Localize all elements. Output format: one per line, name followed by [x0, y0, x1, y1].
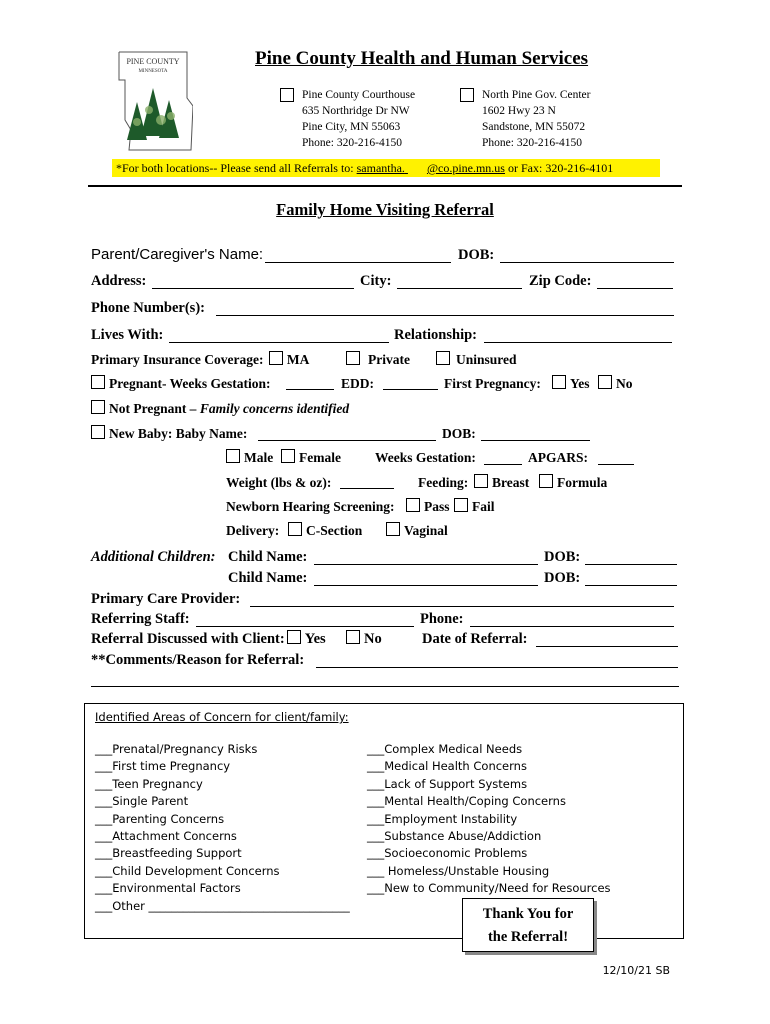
first-pregnancy-label: First Pregnancy: — [444, 376, 541, 391]
phone-numbers-field[interactable] — [216, 315, 674, 316]
thank-you-line-2: the Referral! — [487, 929, 569, 945]
concerns-right-list — [367, 741, 611, 898]
first-pregnancy-no-label: No — [616, 376, 633, 391]
location-city: Pine City, MN 55063 — [302, 121, 401, 133]
header-divider — [88, 185, 682, 187]
concern-item[interactable]: ___Substance Abuse/Addiction — [367, 829, 542, 844]
referral-notice: *For both locations-- Please send all Referrals to: samantha. @co.pine.mn.us or Fax: 320-216-4101 — [112, 159, 660, 177]
pregnant-label: Pregnant- Weeks Gestation: — [109, 376, 271, 391]
discussed-yes-label: Yes — [304, 631, 326, 647]
location-city: Sandstone, MN 55072 — [482, 121, 586, 133]
dob-label: DOB: — [458, 247, 495, 263]
concern-item[interactable]: ___New to Community/Need for Resources — [367, 881, 611, 896]
svg-text:MINNESOTA: MINNESOTA — [138, 69, 168, 74]
not-pregnant-checkbox[interactable] — [91, 400, 105, 414]
concern-item[interactable]: ___Teen Pregnancy — [95, 776, 203, 791]
staff-phone-label: Phone: — [420, 611, 464, 627]
insurance-label: Primary Insurance Coverage: — [91, 352, 264, 367]
discussed-yes-checkbox[interactable] — [287, 630, 301, 644]
formula-label: Formula — [557, 475, 608, 490]
location-north-pine-checkbox[interactable] — [460, 88, 474, 102]
male-label: Male — [244, 450, 274, 465]
edd-field[interactable] — [383, 389, 438, 390]
parent-name-field[interactable] — [265, 262, 451, 263]
referring-staff-field[interactable] — [196, 626, 414, 627]
lives-with-field[interactable] — [169, 342, 389, 343]
insurance-private-label: Private — [368, 352, 410, 367]
not-pregnant-label: Not Pregnant — [109, 401, 187, 416]
baby-weeks-gestation-field[interactable] — [484, 464, 522, 465]
form-title: Family Home Visiting Referral — [276, 200, 494, 219]
apgars-field[interactable] — [598, 464, 634, 465]
lives-with-label: Lives With: — [91, 327, 164, 343]
thank-you-line-1: Thank You for — [482, 906, 574, 922]
concern-item[interactable]: ___Prenatal/Pregnancy Risks — [95, 742, 258, 756]
hearing-fail-checkbox[interactable] — [454, 498, 468, 512]
svg-text:PINE COUNTY: PINE COUNTY — [126, 57, 180, 66]
comments-field-1[interactable] — [316, 667, 678, 668]
concern-item[interactable]: ___Socioeconomic Problems — [367, 846, 528, 861]
comments-field-2[interactable] — [91, 686, 679, 687]
pregnant-checkbox[interactable] — [91, 375, 105, 389]
concern-item[interactable]: ___Parenting Concerns — [95, 811, 225, 826]
female-checkbox[interactable] — [281, 449, 295, 463]
thank-you-box — [462, 898, 594, 952]
not-pregnant-row — [91, 400, 349, 418]
breast-checkbox[interactable] — [474, 474, 488, 488]
location-street: 1602 Hwy 23 N — [482, 105, 556, 117]
concern-item[interactable]: ___Lack of Support Systems — [367, 776, 528, 791]
new-baby-checkbox[interactable] — [91, 425, 105, 439]
hearing-pass-label: Pass — [424, 499, 450, 514]
insurance-ma-label: MA — [286, 352, 310, 367]
baby-name-field[interactable] — [258, 440, 436, 441]
city-field[interactable] — [397, 288, 522, 289]
concern-item[interactable]: ___Complex Medical Needs — [367, 742, 523, 756]
insurance-private-checkbox[interactable] — [346, 351, 360, 365]
pregnant-row — [91, 375, 271, 393]
edd-label: EDD: — [341, 376, 374, 391]
weight-field[interactable] — [340, 488, 394, 489]
weight-label: Weight (lbs & oz): — [226, 475, 332, 490]
insurance-uninsured-label: Uninsured — [456, 352, 517, 367]
child-dob-field-1[interactable] — [585, 564, 677, 565]
first-pregnancy-yes-label: Yes — [570, 376, 590, 391]
formula-checkbox[interactable] — [539, 474, 553, 488]
concerns-left-list — [95, 741, 350, 915]
zip-field[interactable] — [597, 288, 673, 289]
date-of-referral-label: Date of Referral: — [422, 631, 528, 647]
female-label: Female — [299, 450, 341, 465]
concern-item[interactable]: ___Employment Instability — [367, 811, 518, 826]
discussed-row — [91, 630, 326, 648]
parent-name-label: Parent/Caregiver's Name: — [91, 246, 264, 263]
discussed-label: Referral Discussed with Client: — [91, 631, 285, 647]
child-name-label-1: Child Name: — [228, 549, 308, 565]
agency-title: Pine County Health and Human Services — [255, 48, 589, 69]
additional-children-label: Additional Children: — [91, 549, 216, 565]
baby-dob-label: DOB: — [442, 426, 476, 441]
feeding-label: Feeding: — [418, 475, 469, 490]
weeks-gestation-field[interactable] — [286, 389, 334, 390]
pine-county-logo — [115, 50, 193, 152]
discussed-no-label: No — [364, 631, 382, 647]
vaginal-checkbox[interactable] — [386, 522, 400, 536]
child-name-field-2[interactable] — [314, 585, 538, 586]
city-label: City: — [360, 273, 392, 289]
baby-dob-field[interactable] — [481, 440, 590, 441]
location-courthouse-checkbox[interactable] — [280, 88, 294, 102]
concern-item[interactable]: ___Single Parent — [95, 794, 189, 809]
child-dob-field-2[interactable] — [585, 585, 677, 586]
phone-numbers-label: Phone Number(s): — [91, 300, 205, 316]
location-phone: Phone: 320-216-4150 — [482, 137, 582, 149]
primary-care-label: Primary Care Provider: — [91, 591, 241, 607]
child-dob-label-1: DOB: — [544, 549, 581, 565]
email-user[interactable]: samantha. — [356, 161, 405, 175]
location-courthouse — [280, 87, 415, 151]
revision-code: 12/10/21 SB — [602, 964, 670, 977]
zip-label: Zip Code: — [529, 273, 592, 289]
hearing-fail-label: Fail — [472, 499, 495, 514]
location-name: North Pine Gov. Center — [482, 89, 591, 101]
relationship-label: Relationship: — [394, 327, 477, 343]
concern-item[interactable]: ___Mental Health/Coping Concerns — [367, 794, 566, 809]
location-name: Pine County Courthouse — [302, 89, 416, 101]
concern-item[interactable]: ___Other ___________________________________ — [95, 898, 350, 913]
address-label: Address: — [91, 273, 147, 289]
concern-item[interactable]: ___Environmental Factors — [95, 881, 241, 896]
insurance-uninsured-checkbox[interactable] — [436, 351, 450, 365]
relationship-field[interactable] — [484, 342, 672, 343]
c-section-checkbox[interactable] — [288, 522, 302, 536]
concerns-heading: Identified Areas of Concern for client/family: — [95, 710, 349, 724]
concern-item[interactable]: ___Breastfeeding Support — [95, 846, 242, 861]
first-pregnancy-yes-checkbox[interactable] — [552, 375, 566, 389]
address-field[interactable] — [152, 288, 354, 289]
hearing-label: Newborn Hearing Screening: — [226, 499, 395, 514]
first-pregnancy-no-checkbox[interactable] — [598, 375, 612, 389]
referring-staff-label: Referring Staff: — [91, 611, 190, 627]
email-domain[interactable]: @co.pine.mn.us — [426, 161, 505, 175]
delivery-label: Delivery: — [226, 523, 280, 538]
hearing-pass-checkbox[interactable] — [406, 498, 420, 512]
location-street: 635 Northridge Dr NW — [302, 105, 410, 117]
date-of-referral-field[interactable] — [536, 646, 678, 647]
staff-phone-field[interactable] — [470, 626, 674, 627]
new-baby-row — [91, 425, 247, 443]
concern-item[interactable]: ___Child Development Concerns — [95, 863, 280, 878]
child-name-field-1[interactable] — [314, 564, 538, 565]
concern-item[interactable]: ___Attachment Concerns — [95, 829, 237, 844]
child-dob-label-2: DOB: — [544, 570, 581, 586]
new-baby-label: New Baby: Baby Name: — [109, 426, 248, 441]
not-pregnant-note: – Family concerns identified — [186, 401, 350, 416]
vaginal-label: Vaginal — [404, 523, 448, 538]
concern-item[interactable]: ___ Homeless/Unstable Housing — [367, 863, 550, 878]
apgars-label: APGARS: — [528, 450, 588, 465]
child-name-label-2: Child Name: — [228, 570, 308, 586]
primary-care-field[interactable] — [250, 606, 674, 607]
c-section-label: C-Section — [306, 523, 363, 538]
insurance-ma-checkbox[interactable] — [269, 351, 283, 365]
dob-field[interactable] — [500, 262, 674, 263]
breast-label: Breast — [492, 475, 530, 490]
insurance-row — [91, 351, 309, 369]
location-north-pine — [460, 87, 591, 151]
weeks-gestation-label: Weeks Gestation: — [375, 450, 476, 465]
concern-item[interactable]: ___First time Pregnancy — [95, 759, 231, 774]
concern-item[interactable]: ___Medical Health Concerns — [367, 759, 527, 774]
location-phone: Phone: 320-216-4150 — [302, 137, 402, 149]
male-checkbox[interactable] — [226, 449, 240, 463]
discussed-no-checkbox[interactable] — [346, 630, 360, 644]
comments-label: **Comments/Reason for Referral: — [91, 652, 305, 668]
